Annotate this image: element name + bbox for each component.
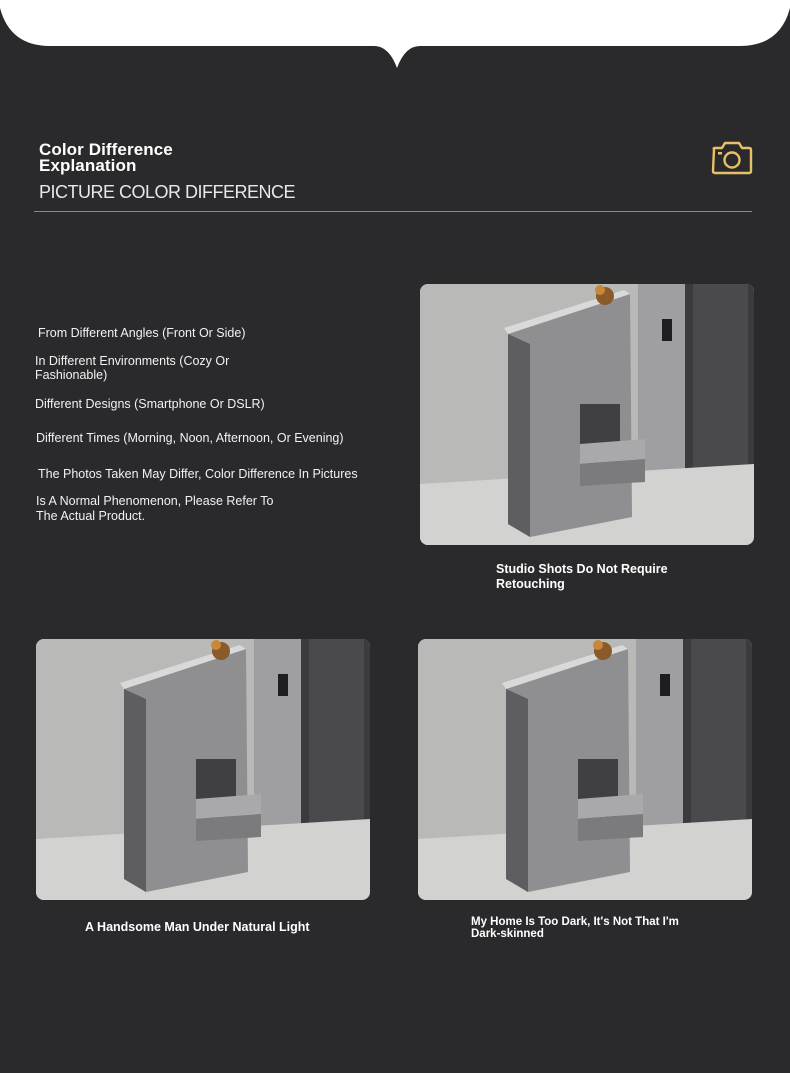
heading-subtitle: PICTURE COLOR DIFFERENCE: [39, 182, 296, 202]
photo-caption: A Handsome Man Under Natural Light: [85, 920, 310, 934]
heading-title: Color Difference Explanation: [39, 140, 173, 175]
product-photo-dark-home: [418, 639, 752, 900]
feature-item: In Different Environments (Cozy Or Fashionable): [35, 354, 230, 382]
photo-caption: Studio Shots Do Not Require Retouching: [496, 562, 668, 591]
feature-item: From Different Angles (Front Or Side): [38, 326, 246, 340]
top-banner: [0, 0, 790, 75]
feature-item: Is A Normal Phenomenon, Please Refer To The Actual Product.: [36, 494, 274, 523]
heading-divider: [34, 211, 752, 212]
product-photo-natural-light: [36, 639, 370, 900]
camera-icon: [711, 140, 753, 176]
feature-item: The Photos Taken May Differ, Color Difference In Pictures: [38, 467, 358, 481]
photo-caption: My Home Is Too Dark, It's Not That I'm Dark-skinned: [471, 916, 679, 940]
feature-item: Different Designs (Smartphone Or DSLR): [35, 397, 265, 411]
product-photo-studio: [420, 284, 754, 545]
feature-item: Different Times (Morning, Noon, Afternoon, Or Evening): [36, 431, 344, 445]
section-heading: [39, 142, 295, 203]
